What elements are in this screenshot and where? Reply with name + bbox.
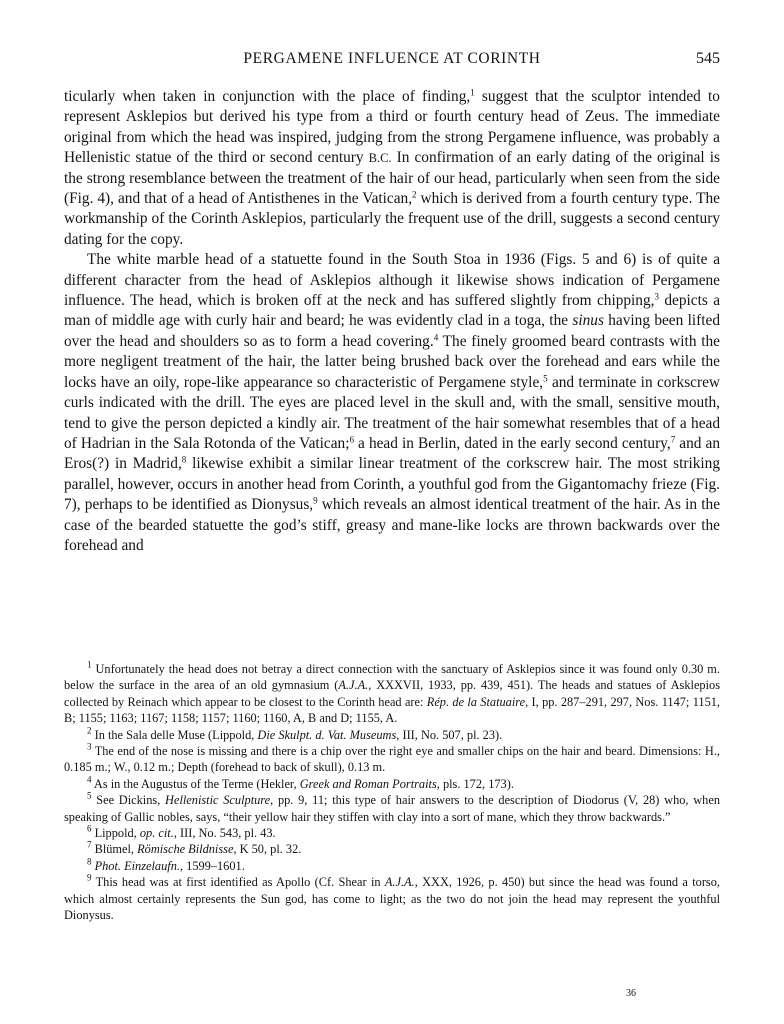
footnote-9: $^9$ This head was at first identified as Apollo (Cf. Shear in A.J.A., XXX, 1926, p. 450) but since the head was found a torso, which almost certainly represents the Sun god, has come to light; as the two do not join the head may represent the youthful Dionysus. [64,872,720,923]
footnote-ref-3[interactable]: 3 [654,291,659,302]
signature-mark: 36 [626,988,636,999]
footnote-3: $^3$ The end of the nose is missing and there is a chip over the right eye and smaller chips on the hair and beard. Dimensions: H., 0.185 m.; W., 0.12 m.; Depth (forehead to back of skull), 0.13 m. [64,741,720,775]
footnote-ref-8[interactable]: 8 [181,454,187,465]
running-title: PERGAMENE INFLUENCE AT CORINTH [243,50,541,67]
footnote-1: $^1$ Unfortunately the head does not betray a direct connection with the sanctuary of Asklepios since it was found only 0.30 m. below the surface in the area of an old gymnasium (A.J.A., XXXVII, 1933, pp. 439, 451). The heads and statues of Asklepios collected by Reinach which appear to be closest to the Corinth head are: Rép. de la Statuaire, I, pp. 287–291, 297, Nos. 1147; 1151, B; 1155; 1163; 1167; 1158; 1157; 1160; 1160, A, B and D; 1155, A. [64,659,721,726]
era-abbrev: B.C. [368,151,392,166]
footnote-ref-1[interactable]: 1 [470,87,475,98]
footnote-2: $^2$ In the Sala delle Muse (Lippold, Die Skulpt. d. Vat. Museums, III, No. 507, pl. 23). [87,725,503,742]
footnote-ref-6[interactable]: 6 [349,434,354,445]
footnote-ref-7[interactable]: 7 [670,434,676,445]
footnote-7: $^7$ Blümel, Römische Bildnisse, K 50, pl. 32. [87,840,302,857]
footnote-ref-2[interactable]: 2 [412,189,417,200]
footnote-ref-5[interactable]: 5 [543,373,548,384]
italic-term: sinus [572,312,604,330]
paragraph-1: ticularly when taken in conjunction with the place of finding,$^1$ suggest that the sculptor intended to represent Asklepios but derived his type from a third or fourth century head of Zeus. The immediate original from which the head was inspired, judging from the strong Pergamene influence, was probably a Hellenistic statue of the third or second century B.C. In confirmation of an early dating of the original is the strong resemblance between the treatment of the hair of our head, particularly when seen from the side (Fig. 4), and that of a head of Antisthenes in the Vatican,$^2$ which is derived from a fourth century type. The workmanship of the Corinth Asklepios, particularly the frequent use of the drill, suggests a second century dating for the copy. [64,87,720,248]
page-number: 545 [696,50,720,67]
footnote-4: $^4$ As in the Augustus of the Terme (Hekler, Greek and Roman Portraits, pls. 172, 173). [87,774,514,791]
paragraph-2: The white marble head of a statuette found in the South Stoa in 1936 (Figs. 5 and 6) is of quite a different character from the head of Asklepios although it likewise shows indication of Pergamene influence. The head, which is broken off at the neck and has suffered slightly from chipping,$^3$ depicts a man of middle age with curly hair and beard; he was evidently clad in a toga, the sinus having been lifted over the head and shoulders so as to form a head covering.$^4$ The finely groomed beard contrasts with the more negligent treatment of the hair, the latter being brushed back over the forehead and ears while the locks have an oily, rope-like appearance so characteristic of Pergamene style,$^5$ and terminate in corkscrew curls indicated with the drill. The eyes are placed level in the skull and, with the small, sensitive mouth, tend to give the person depicted a kindly air. The treatment of the hair somewhat resembles that of a head of Hadrian in the Sala Rotonda of the Vatican;$^6$ a head in Berlin, dated in the early second century,$^7$ and an Eros(?) in Madrid,$^8$ likewise exhibit a similar linear treatment of the corkscrew hair. The most striking parallel, however, occurs in another head from Corinth, a youthful god from the Gigantomachy frieze (Fig. 7), perhaps to be identified as Dionysus,$^9$ which reveals an almost identical treatment of the hair. As in the case of the bearded statuette the god’s stiff, greasy and mane-like locks are thrown backwards over the forehead and [64,251,721,554]
footnote-5: $^5$ See Dickins, Hellenistic Sculpture, pp. 9, 11; this type of hair answers to the description of Diodorus (V, 28) who, when speaking of Gallic nobles, says, “their yellow hair they stiffen with clay into a sort of mane, which they throw backwards.” [64,790,720,824]
footnote-ref-9[interactable]: 9 [313,495,318,506]
footnote-8: $^8$ Phot. Einzelaufn., 1599–1601. [87,856,245,873]
main-text [64,87,720,556]
running-header [64,50,720,70]
footnote-ref-4[interactable]: 4 [433,332,439,343]
footnotes [64,661,720,924]
footnote-6: $^6$ Lippold, op. cit., III, No. 543, pl. 43. [87,823,276,841]
